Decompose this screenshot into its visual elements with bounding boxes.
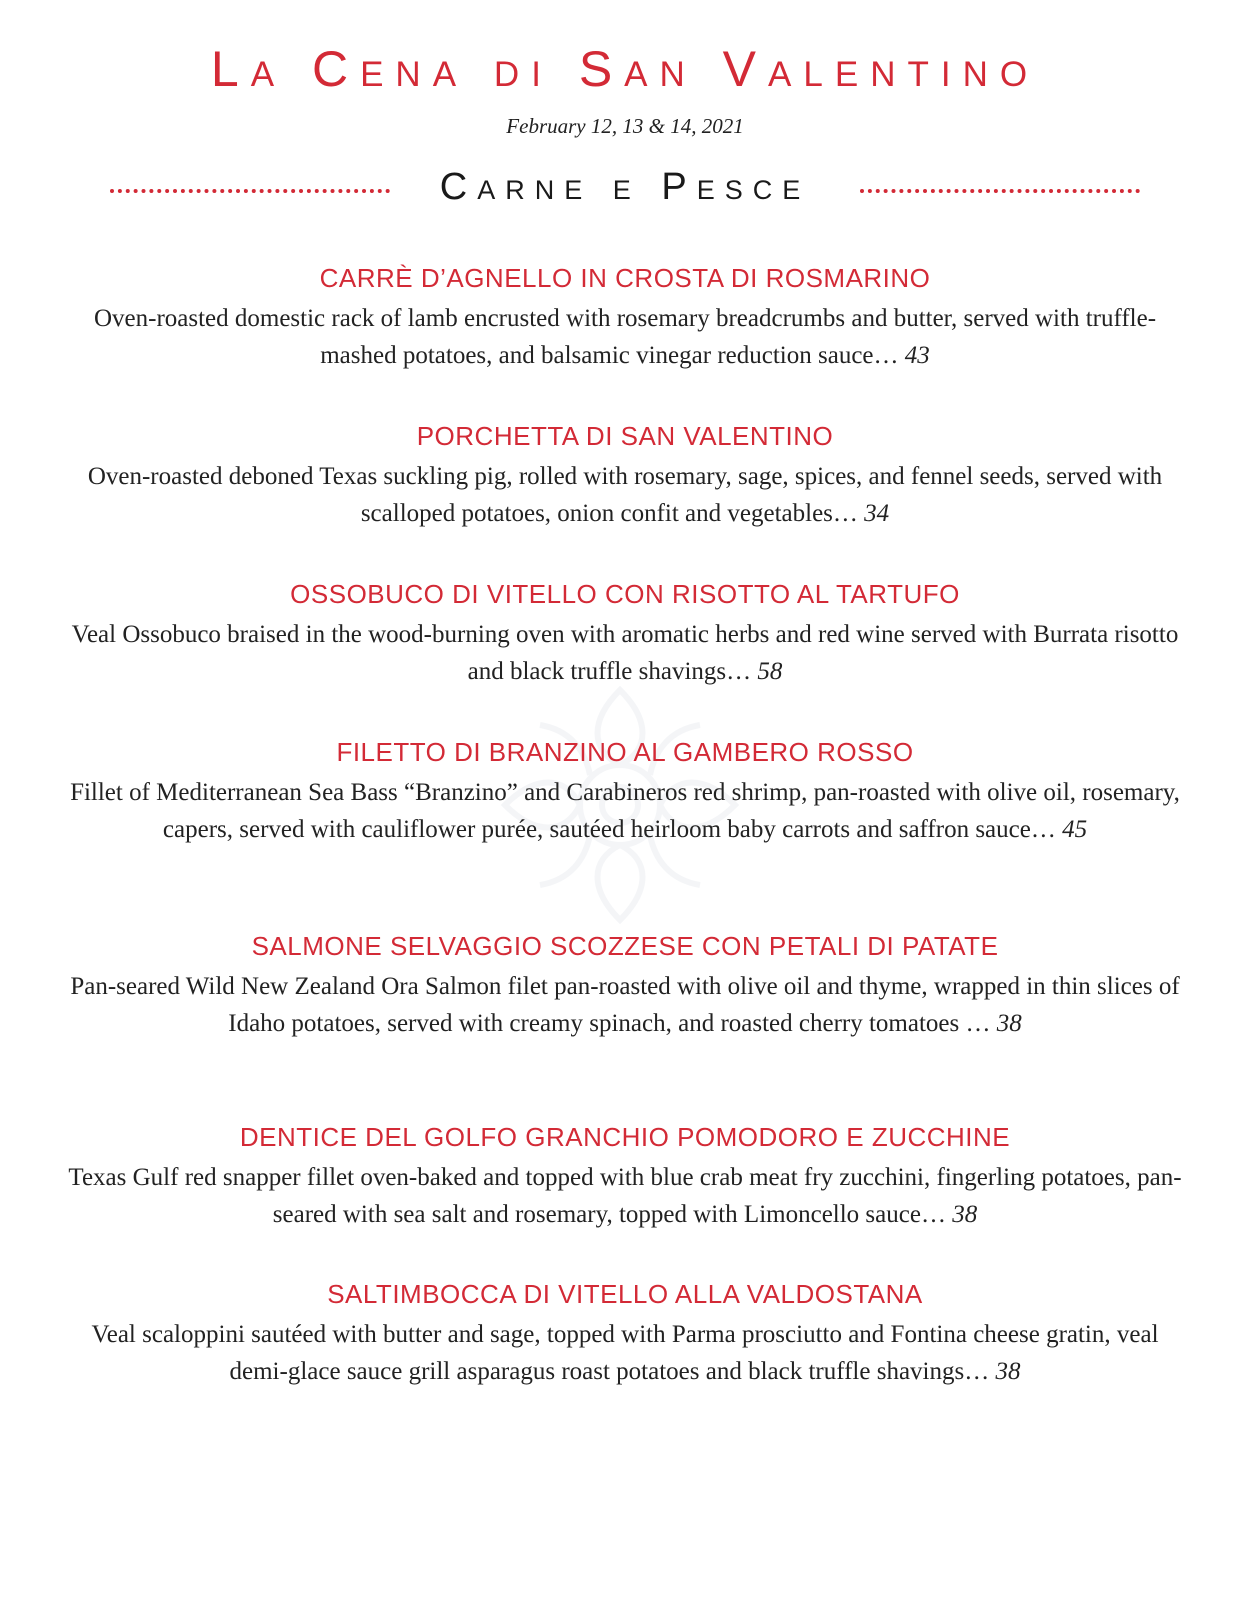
menu-item xyxy=(60,1278,1190,1390)
menu-item-name: OSSOBUCO DI VITELLO CON RISOTTO AL TARTUFO xyxy=(290,579,960,609)
menu-item-description: Oven-roasted deboned Texas suckling pig, rolled with rosemary, sage, spices, and fennel seeds, served with scalloped potatoes, onion confit and vegetables… 34 xyxy=(87,463,1163,527)
menu-item-description: Veal scaloppini sautéed with butter and sage, topped with Parma prosciutto and Fontina cheese gratin, veal demi-glace sauce grill asparagus roast potatoes and black truffle shavings… 38 xyxy=(91,1321,1159,1385)
menu-item xyxy=(60,1121,1190,1233)
menu-item-price: 58 xyxy=(757,658,783,685)
event-date: February 12, 13 & 14, 2021 xyxy=(506,114,744,138)
menu-item-name: CARRÈ D’AGNELLO IN CROSTA DI ROSMARINO xyxy=(319,263,931,293)
menu-item-name: SALMONE SELVAGGIO SCOZZESE CON PETALI DI PATATE xyxy=(251,931,999,961)
menu-item xyxy=(60,930,1190,1042)
menu-item-price: 34 xyxy=(864,500,890,527)
menu-item-description: Veal Ossobuco braised in the wood-burning oven with aromatic herbs and red wine served with Burrata risotto and black truffle shavings… 58 xyxy=(71,621,1179,685)
menu-item-name: FILETTO DI BRANZINO AL GAMBERO ROSSO xyxy=(336,737,914,767)
menu-item-name: SALTIMBOCCA DI VITELLO ALLA VALDOSTANA xyxy=(327,1279,923,1309)
menu-item xyxy=(60,578,1190,690)
menu-item-price: 38 xyxy=(952,1201,978,1228)
menu-item xyxy=(60,262,1190,374)
menu-item-name: DENTICE DEL GOLFO GRANCHIO POMODORO E ZUCCHINE xyxy=(239,1122,1011,1152)
menu-item-description: Texas Gulf red snapper fillet oven-baked and topped with blue crab meat fry zucchini, fingerling potatoes, pan-seared with sea salt and rosemary, topped with Limoncello sauce… 38 xyxy=(68,1164,1182,1228)
dotted-divider-left xyxy=(110,189,390,193)
menu-item-price: 38 xyxy=(996,1010,1022,1037)
menu-item-description: Fillet of Mediterranean Sea Bass “Branzino” and Carabineros red shrimp, pan-roasted with olive oil, rosemary, capers, served with cauliflower purée, sautéed heirloom baby carrots and saffron sauce… 45 xyxy=(70,779,1180,843)
menu-item-price: 43 xyxy=(904,342,930,369)
menu-item-price: 45 xyxy=(1062,816,1088,843)
menu-item-price: 38 xyxy=(995,1358,1021,1385)
section-title: Carne e Pesce xyxy=(439,166,811,208)
menu-item xyxy=(60,420,1190,532)
menu-item-description: Pan-seared Wild New Zealand Ora Salmon filet pan-roasted with olive oil and thyme, wrapped in thin slices of Idaho potatoes, served with creamy spinach, and roasted cherry tomatoes … 38 xyxy=(70,973,1180,1037)
menu-item-name: PORCHETTA DI SAN VALENTINO xyxy=(416,421,834,451)
dotted-divider-right xyxy=(860,189,1140,193)
section-header xyxy=(110,162,1140,212)
menu-title: La Cena di San Valentino xyxy=(210,41,1040,97)
menu-item-description: Oven-roasted domestic rack of lamb encrusted with rosemary breadcrumbs and butter, served with truffle-mashed potatoes, and balsamic vinegar reduction sauce… 43 xyxy=(93,305,1157,369)
menu-item xyxy=(60,736,1190,848)
